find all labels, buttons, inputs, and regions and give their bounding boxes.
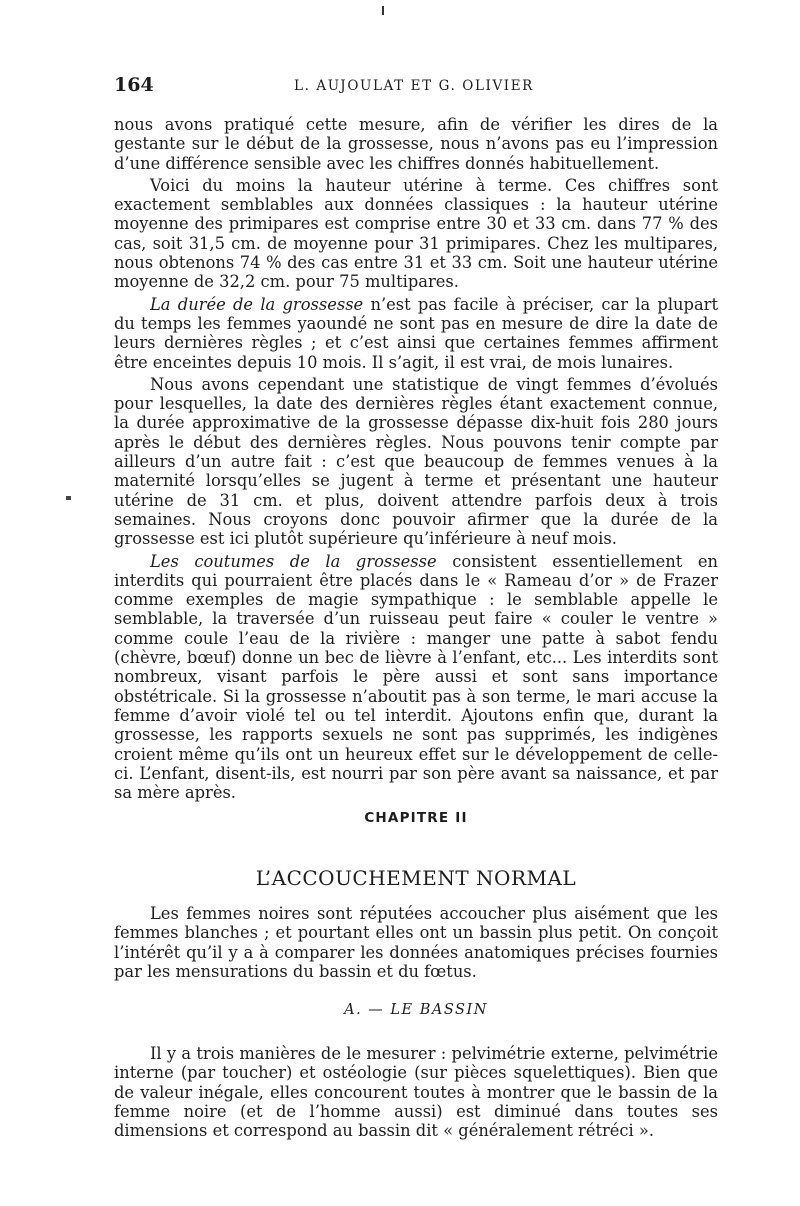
chapter-label: CHAPITRE II bbox=[364, 810, 468, 826]
text-segment: Nous avons cependant une statistique de vingt femmes d’évolués pour lesquelles, la date des dernières règles étant exactement connue, la durée approximative de la grossesse dépasse dix-huit fois 280 jours après le début des dernières règles. Nous pouvons tenir compte par ailleurs d’un autre fait : c’est que beaucoup de femmes venues à la maternité lorsqu’elles se jugent à terme et présentant une hauteur utérine de 31 cm. et plus, doivent attendre parfois deux à trois semaines. Nous croyons donc pouvoir afirmer que la durée de la grossesse est ici plutôt supérieure qu’inférieure à neuf mois. bbox=[114, 374, 718, 549]
text-segment: nous avons pratiqué cette mesure, afin de vérifier les dires de la gestante sur le début de la grossesse, nous n’avons pas eu l’impression d’une différence sensible avec les chiffres donnés habituellement. bbox=[114, 115, 718, 173]
body-paragraph bbox=[114, 375, 718, 549]
chapter-intro bbox=[114, 904, 718, 981]
print-mark bbox=[382, 6, 384, 15]
italic-phrase: La durée de la grossesse bbox=[150, 294, 364, 314]
text-segment: Voici du moins la hauteur utérine à terme. Ces chiffres sont exactement semblables aux données classiques : la hauteur utérine moyenne des primipares est comprise entre 30 et 33 cm. dans 77 % des cas, soit 31,5 cm. de moyenne pour 31 primipares. Chez les multipares, nous obtenons 74 % des cas entre 31 et 33 cm. Soit une hauteur utérine moyenne de 32,2 cm. pour 75 multipares. bbox=[114, 175, 718, 292]
page-number: 164 bbox=[114, 74, 154, 96]
text-segment: n’est pas facile à préciser, car la plupart du temps les femmes yaoundé ne sont pas en mesure de dire la date de leurs dernières règles ; et c’est ainsi que certaines femmes affirment être enceintes depuis 10 mois. Il s’agit, il est vrai, de mois lunaires. bbox=[114, 294, 718, 372]
body-text bbox=[114, 115, 718, 805]
section-title: A. — LE BASSIN bbox=[344, 1002, 488, 1018]
margin-mark bbox=[66, 496, 71, 500]
chapter-title: L’ACCOUCHEMENT NORMAL bbox=[255, 866, 577, 890]
body-paragraph bbox=[114, 176, 718, 292]
chapter-intro-paragraph: Les femmes noires sont réputées accoucher plus aisément que les femmes blanches ; et pourtant elles ont un bassin plus petit. On conçoit l’intérêt qu’il y a à comparer les données anatomiques précises fournies par les mensurations du bassin et du fœtus. bbox=[114, 904, 718, 981]
page-header bbox=[114, 74, 714, 100]
section-paragraph: Il y a trois manières de le mesurer : pelvimétrie externe, pelvimétrie interne (par toucher) et ostéologie (sur pièces squelettiques). Bien que de valeur inégale, elles concourent toutes à montrer que le bassin de la femme noire (et de l’homme aussi) est diminué dans toutes ses dimensions et correspond au bassin dit « généralement rétréci ». bbox=[114, 1044, 718, 1141]
running-head: L. AUJOULAT ET G. OLIVIER bbox=[294, 78, 534, 94]
text-segment: consistent essentiellement en interdits qui pourraient être placés dans le « Rameau d’or » de Frazer comme exemples de magie sympathique : le semblable appelle le semblable, la traversée d’un ruisseau peut faire « couler le ventre » comme coule l’eau de la rivière : manger une patte à sabot fendu (chèvre, bœuf) donne un bec de lièvre à l’enfant, etc... Les interdits sont nombreux, visant parfois le père aussi et sont sans importance obstétricale. Si la grossesse n’aboutit pas à son terme, le mari accuse la femme d’avoir violé tel ou tel interdit. Ajoutons enfin que, durant la grossesse, les rapports sexuels ne sont pas supprimés, les indigènes croient même qu’ils ont un heureux effet sur le développement de celle-ci. L’enfant, disent-ils, est nourri par son père avant sa naissance, et par sa mère après. bbox=[114, 551, 718, 803]
italic-phrase: Les coutumes de la grossesse bbox=[150, 551, 437, 571]
body-paragraph bbox=[114, 295, 718, 372]
body-paragraph bbox=[114, 115, 718, 173]
section-body bbox=[114, 1044, 718, 1140]
body-paragraph bbox=[114, 552, 718, 803]
